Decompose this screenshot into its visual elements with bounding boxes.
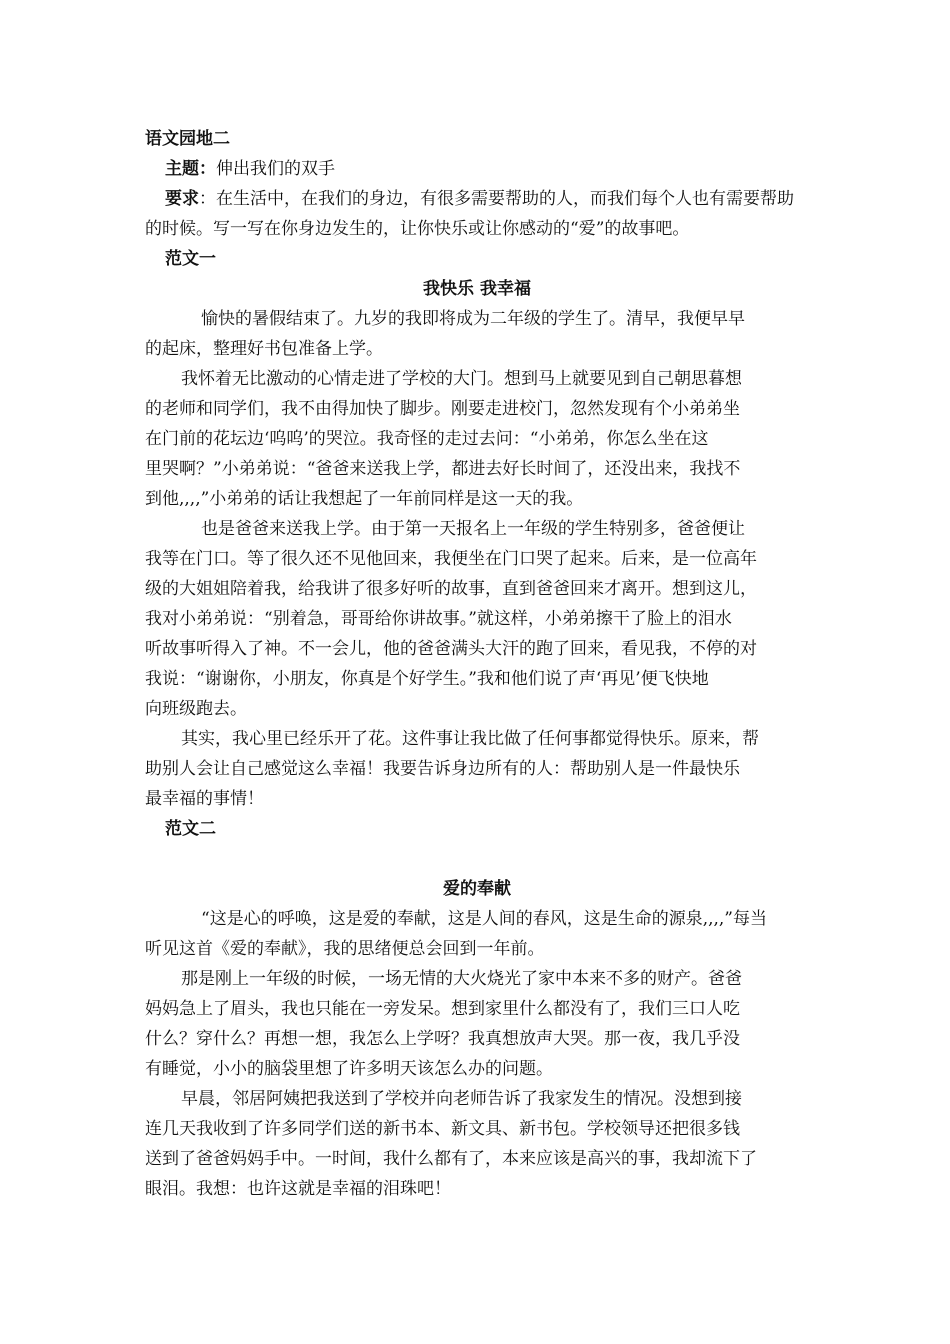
essay1-line: 愉快的暑假结束了。九岁的我即将成为二年级的学生了。清早，我便早早 <box>201 309 745 329</box>
theme-line <box>145 154 809 184</box>
document-content <box>145 124 809 1204</box>
essay1-title: 我快乐 我幸福 <box>423 279 531 299</box>
essay2-line: 有睡觉，小小的脑袋里想了许多明天该怎么办的问题。 <box>145 1059 553 1079</box>
essay1-line: 我说：“谢谢你，小朋友，你真是个好学生。”我和他们说了声‘再见’便飞快地 <box>145 669 709 689</box>
essay1-line: 助别人会让自己感觉这么幸福！我要告诉身边所有的人：帮助别人是一件最快乐 <box>145 759 740 779</box>
essay1-line: 的起床，整理好书包准备上学。 <box>145 339 383 359</box>
essay2-line: 早晨，邻居阿姨把我送到了学校并向老师告诉了我家发生的情况。没想到接 <box>181 1089 742 1109</box>
essay1-line: 我怀着无比激动的心情走进了学校的大门。想到马上就要见到自己朝思暮想 <box>181 369 742 389</box>
essay2-line: 妈妈急上了眉头，我也只能在一旁发呆。想到家里什么都没有了，我们三口人吃 <box>145 999 740 1019</box>
essay1-line: 其实，我心里已经乐开了花。这件事让我比做了任何事都觉得快乐。原来，帮 <box>181 729 759 749</box>
theme-label: 主题： <box>165 159 216 179</box>
essay2-line: 什么？穿什么？再想一想，我怎么上学呀？我真想放声大哭。那一夜，我几乎没 <box>145 1029 740 1049</box>
essay1-line: 听故事听得入了神。不一会儿，他的爸爸满头大汗的跑了回来，看见我，不停的对 <box>145 639 757 659</box>
essay1-line: 我对小弟弟说：“别着急，哥哥给你讲故事。”就这样，小弟弟擦干了脸上的泪水 <box>145 609 732 629</box>
essay2-line: 那是刚上一年级的时候，一场无情的大火烧光了家中本来不多的财产。爸爸 <box>181 969 742 989</box>
essay1-line: 到他,,,,”小弟弟的话让我想起了一年前同样是这一天的我。 <box>145 489 584 509</box>
essay1-line: 也是爸爸来送我上学。由于第一天报名上一年级的学生特别多，爸爸便让 <box>201 519 745 539</box>
essay2-line: 眼泪。我想：也许这就是幸福的泪珠吧！ <box>145 1179 451 1199</box>
essay1-label: 范文一 <box>165 249 216 269</box>
essay1-line: 最幸福的事情！ <box>145 789 264 809</box>
essay1-line: 级的大姐姐陪着我，给我讲了很多好听的故事，直到爸爸回来才离开。想到这儿， <box>145 579 757 599</box>
spacer <box>145 844 809 874</box>
essay1-line: 向班级跑去。 <box>145 699 247 719</box>
theme-text: 伸出我们的双手 <box>216 159 335 179</box>
essay2-line: 听见这首《爱的奉献》，我的思绪便总会回到一年前。 <box>145 939 545 959</box>
essay1-line: 的老师和同学们，我不由得加快了脚步。刚要走进校门，忽然发现有个小弟弟坐 <box>145 399 740 419</box>
essay1-line: 在门前的花坛边‘呜呜’的哭泣。我奇怪的走过去问：“小弟弟，你怎么坐在这 <box>145 429 709 449</box>
requirement-text-1: ：在生活中，在我们的身边，有很多需要帮助的人，而我们每个人也有需要帮助 <box>199 189 794 209</box>
essay1-line: 里哭啊？”小弟弟说：“爸爸来送我上学，都进去好长时间了，还没出来，我找不 <box>145 459 741 479</box>
essay2-label: 范文二 <box>165 819 216 839</box>
essay2-line: 送到了爸爸妈妈手中。一时间，我什么都有了，本来应该是高兴的事，我却流下了 <box>145 1149 757 1169</box>
essay2-line: 连几天我收到了许多同学们送的新书本、新文具、新书包。学校领导还把很多钱 <box>145 1119 740 1139</box>
requirement-label: 要求 <box>165 189 199 209</box>
essay2-line: “这是心的呼唤，这是爱的奉献，这是人间的春风，这是生命的源泉,,,,”每当 <box>201 909 767 929</box>
page-title: 语文园地二 <box>145 129 230 149</box>
requirement-line-2: 的时候。写一写在你身边发生的，让你快乐或让你感动的“爱”的故事吧。 <box>145 219 690 239</box>
essay1-line: 我等在门口。等了很久还不见他回来，我便坐在门口哭了起来。后来，是一位高年 <box>145 549 757 569</box>
essay2-title: 爱的奉献 <box>443 879 511 899</box>
requirement-line-1 <box>145 184 809 214</box>
